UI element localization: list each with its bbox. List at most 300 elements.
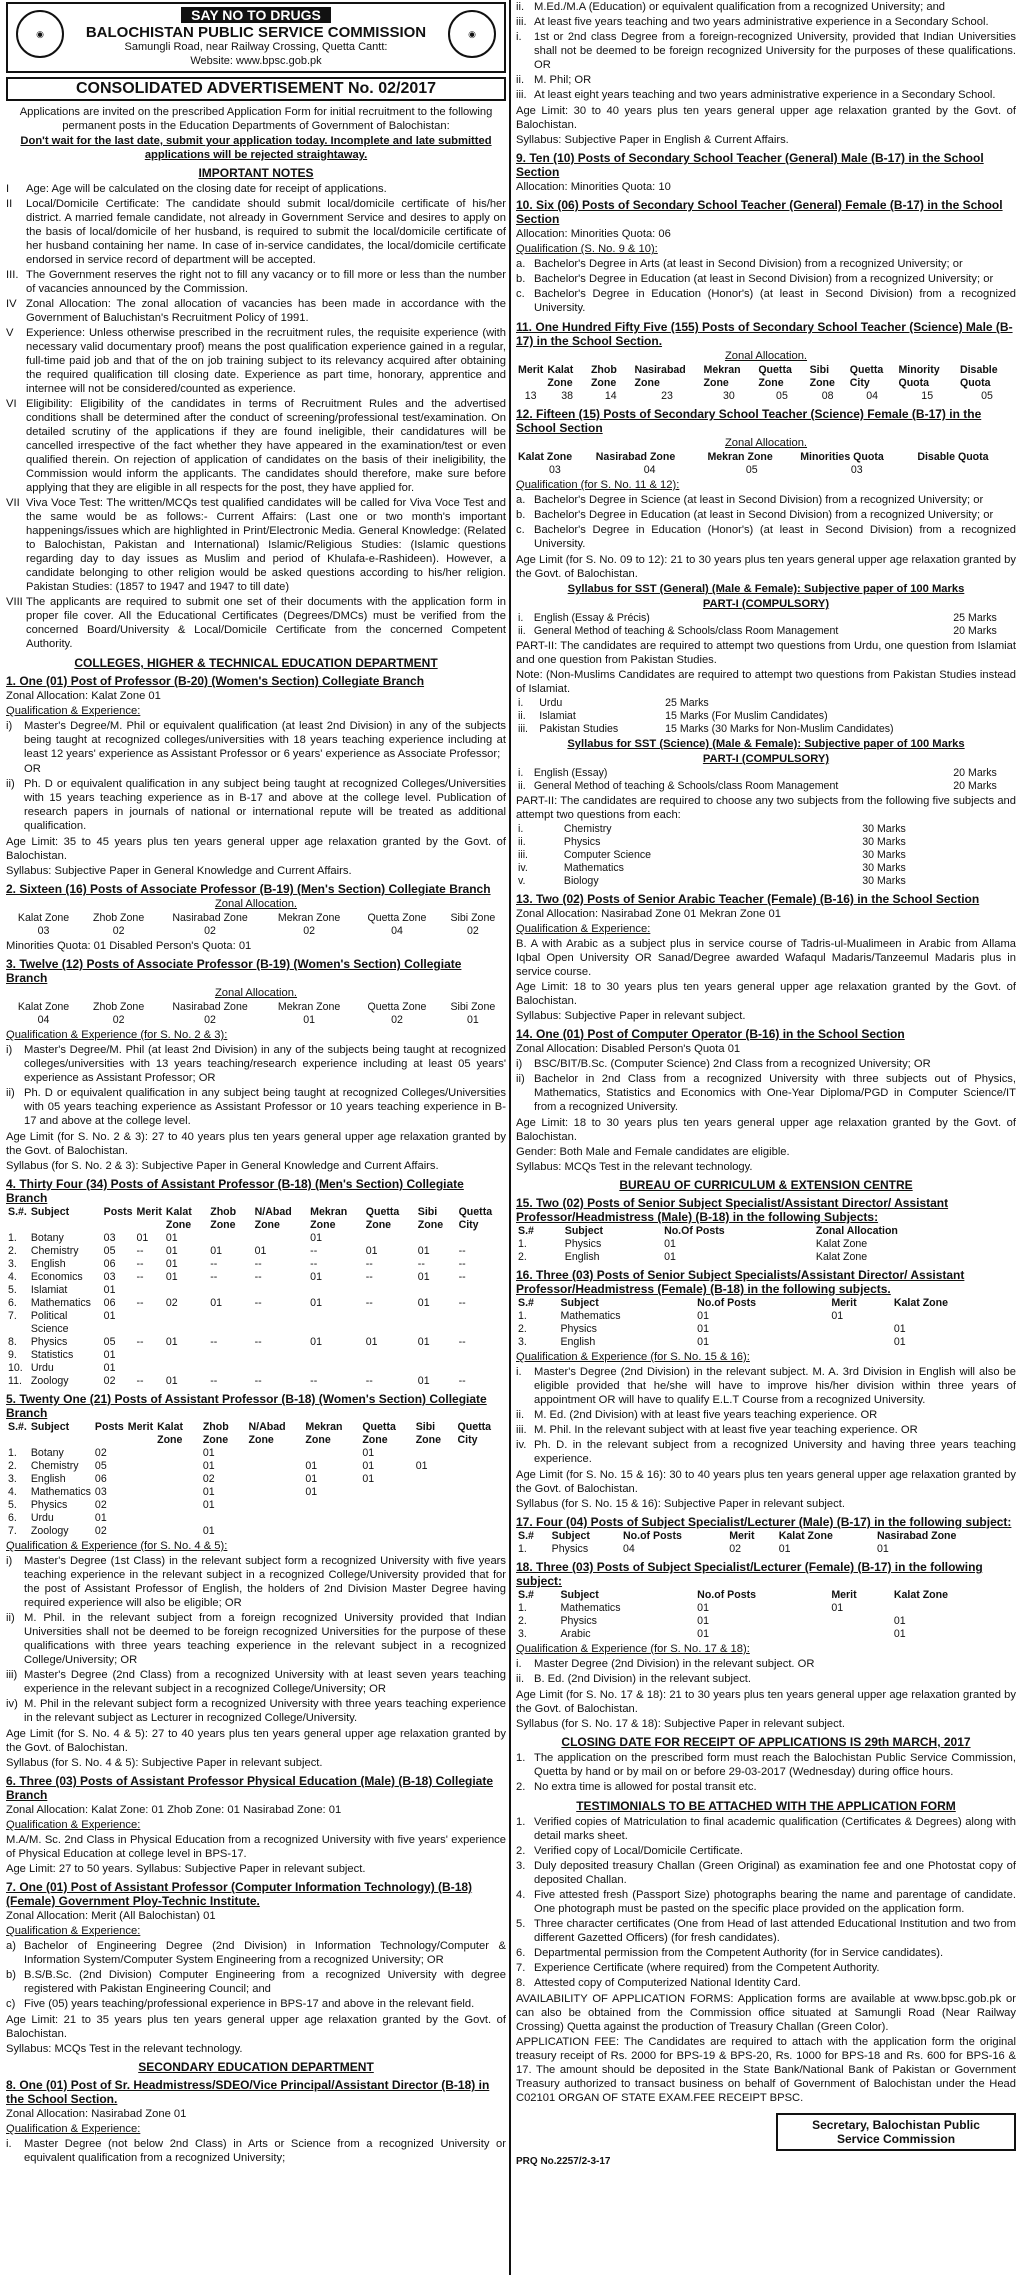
table-cell: 01 — [697, 1336, 709, 1348]
table-header-cell: Sibi Zone — [417, 1206, 444, 1231]
post-14-gender: Gender: Both Male and Female candidates are eligible. — [516, 1146, 790, 1158]
syllabus-num: i. — [518, 612, 524, 624]
post-15-title: 15. Two (02) Posts of Senior Subject Specialist/Assistant Director/ Assistant Professor/Headmistress (Male) (B-18) in the following Subjects: — [516, 1196, 949, 1224]
table-cell: 01 — [202, 1525, 215, 1537]
post-45-quals: i) Master's Degree (1st Class) in the relevant subject form a recognized University with five years teaching experience in the relevant subject in a recognized College/University provided that for the post of Assistant Professor of English, the holders of 2nd Division Master Degree having required experience will also be eligible; OR ii) M. Phil. in the relevant subject from a foreign recognized University provided that Indian Universities shall not be deemed to be foreign recognized Universities for the purpose of these qualifications with three years teaching experience in the relevant subject in a recognized College/University; OR iii) Master's Degree (2nd Class) from a recognized University with at least seven years teaching experience in the relevant subject in a recognized College/University; OR iv) M. Phil in the relevant subject form a recognized University with three years teaching experience in the relevant subject as Lecturer in recognized College/University. — [6, 1555, 506, 1724]
qual-item: At least eight years teaching and two years administrative experience in a Secondary School. — [534, 89, 996, 101]
post-1-title: 1. One (01) Post of Professor (B-20) (Women's Section) Collegiate Branch — [6, 674, 425, 688]
table-header-cell: Nasirabad Zone — [595, 451, 676, 463]
post-1718-age: Age Limit (for S. No. 17 & 18): 21 to 30 years plus ten years general upper age relaxation granted by the Govt. of Balochistan. — [516, 1689, 1016, 1715]
zone-value: 02 — [391, 1014, 403, 1026]
zone-value: 02 — [303, 925, 315, 937]
table-cell: 01 — [202, 1499, 215, 1511]
zonal-allocation-label: Zonal Allocation. — [724, 437, 808, 449]
testimonial-num: 2. — [516, 1845, 526, 1857]
table-cell: 01 — [165, 1245, 178, 1257]
testimonial-num: 4. — [516, 1889, 526, 1901]
table-cell — [208, 1284, 252, 1297]
table-cell: 02 — [94, 1447, 107, 1459]
table-cell: -- — [365, 1375, 373, 1387]
note-num: I — [6, 183, 10, 195]
table-cell: 01 — [362, 1447, 375, 1459]
table-header-cell: Merit — [831, 1589, 857, 1601]
post-23-syllabus: Syllabus (for S. No. 2 & 3): Subjective Paper in General Knowledge and Current Affairs. — [6, 1160, 439, 1172]
table-cell — [155, 1473, 201, 1486]
qual-item: Bachelor's Degree in Education (at least in Second Division) from a recognized University; or — [534, 273, 994, 285]
table-cell: -- — [136, 1245, 144, 1257]
table-cell: 01 — [365, 1245, 378, 1257]
table-cell — [135, 1349, 164, 1362]
table-cell: Physics — [551, 1543, 589, 1555]
table-header-cell: Posts — [103, 1206, 133, 1218]
table-cell — [155, 1525, 201, 1538]
post-912-age: Age Limit (for S. No. 09 to 12): 21 to 30 years plus ten years general upper age relaxation granted by the Govt. of Balochistan. — [516, 554, 1016, 580]
table-cell — [135, 1284, 164, 1297]
zone-value: 02 — [204, 1014, 216, 1026]
part-1-label: PART-I (COMPULSORY) — [702, 753, 830, 765]
post-2-title: 2. Sixteen (16) Posts of Associate Professor (B-19) (Men's Section) Collegiate Branch — [6, 882, 491, 896]
post-1516-quals: i. Master's Degree (2nd Division) in the relevant subject. M. A. 3rd Division in English will also be eligible provided that he/she will have to improve his/her division within three years of appointment OR will have to qualify E.L.T Course from a recognized University. ii. M. Ed. (2nd Division) with at least five years teaching experience. OR iii. M. Phil. In the relevant subject with at least five year teaching experience. OR iv. Ph. D. in the relevant subject from a recognized University and having three years teaching experience. — [516, 1366, 1016, 1465]
post-8-title: 8. One (01) Post of Sr. Headmistress/SDEO/Vice Principal/Assistant Director (B-18) in the School Section. — [6, 2078, 490, 2106]
zone-value: 02 — [112, 925, 125, 937]
zone-header: Mekran Zone — [277, 912, 341, 924]
qual-item: B. Ed. (2nd Division) in the relevant subject. — [534, 1673, 752, 1685]
post-10-alloc: Allocation: Minorities Quota: 06 — [516, 228, 671, 240]
zone-value: 05 — [981, 390, 993, 402]
syllabus-row — [516, 836, 1016, 849]
table-cell: 06 — [103, 1297, 116, 1309]
table-header-cell: Minorities Quota — [800, 451, 884, 463]
application-fee-text: APPLICATION FEE: The Candidates are required to attach with the application form the original treasury receipt of Rs. 2000 for BPS-19 & BPS-20, Rs. 1000 for BPS-18 and Rs. 600 for BPS-16 & 17. The amount should be deposited in the State Bank/National Bank of Pakistan or Government Treasury authorized to transact business on behalf of Government of Balochistan under the Head C02101 ORGAN OF STATE EXAM.FEE RECEIPT BPSC. — [516, 2036, 1016, 2104]
closing-item: The application on the prescribed form must reach the Balochistan Public Service Commission, Quetta by hand or by mail on or before 29-03-2017 (Wednesday) during office hours. — [534, 1752, 1016, 1778]
post-45-syllabus: Syllabus (for S. No. 4 & 5): Subjective Paper in relevant subject. — [6, 1757, 323, 1769]
table-cell — [247, 1460, 304, 1473]
table-cell: 01 — [103, 1310, 116, 1322]
table-header-cell: Subject — [30, 1421, 70, 1433]
table-cell: 1. — [8, 1232, 17, 1244]
table-cell — [414, 1447, 456, 1460]
syllabus-marks: 20 Marks — [953, 625, 997, 637]
table-cell: -- — [254, 1258, 262, 1270]
zone-value: 15 — [921, 390, 934, 402]
post-6-title: 6. Three (03) Posts of Assistant Professor Physical Education (Male) (B-18) Collegiate Branch — [6, 1774, 494, 1802]
table-cell — [416, 1284, 457, 1297]
ad-header — [6, 2, 506, 73]
post-910-quals: a. Bachelor's Degree in Arts (at least in Second Division) from a recognized University; or b. Bachelor's Degree in Education (at least in Second Division) from a recognized University; or c. Bachelor's Degree in Education (Honor's) (at least in Second Division) from a recognized University. — [516, 258, 1016, 314]
syllabus-marks: 25 Marks — [953, 612, 997, 624]
post-2-minorities: Minorities Quota: 01 Disabled Person's Quota: 01 — [6, 940, 252, 952]
table-cell: 01 — [136, 1232, 149, 1244]
post-1516-age: Age Limit (for S. No. 15 & 16): 30 to 40 years plus ten years general upper age relaxation granted by the Govt. of Balochistan. — [516, 1469, 1016, 1495]
table-cell: 01 — [310, 1271, 322, 1283]
zone-value — [915, 464, 1016, 477]
table-cell: 3. — [8, 1258, 17, 1270]
zone-value: 05 — [776, 390, 788, 402]
table-row — [6, 1232, 506, 1245]
zone-header: Sibi Zone — [450, 912, 496, 924]
testimonial-num: 7. — [516, 1962, 526, 1974]
signature-box — [776, 2113, 1016, 2151]
table-cell: 01 — [94, 1512, 107, 1524]
post-13-alloc: Zonal Allocation: Nasirabad Zone 01 Mekran Zone 01 — [516, 908, 781, 920]
syllabus-marks: 30 Marks — [862, 823, 906, 835]
table-cell — [416, 1310, 457, 1336]
table-cell — [414, 1473, 456, 1486]
table-cell — [303, 1525, 360, 1538]
left-column — [6, 0, 506, 2275]
table-cell — [126, 1460, 155, 1473]
post-1-age: Age Limit: 35 to 45 years plus ten years general upper age relaxation granted by the Govt. of Balochistan. — [6, 836, 506, 862]
table-row — [516, 1323, 1016, 1336]
table-cell: 01 — [103, 1349, 116, 1361]
table-cell: 3. — [518, 1628, 527, 1640]
table-cell: -- — [254, 1271, 262, 1283]
table-header-cell: S.# — [518, 1589, 534, 1601]
table-cell: 01 — [876, 1543, 889, 1555]
table-cell — [457, 1310, 506, 1336]
table-cell: 01 — [210, 1297, 223, 1309]
notes-title: IMPORTANT NOTES — [198, 166, 314, 180]
note-num: VII — [6, 497, 20, 509]
note-text: Eligibility: Eligibility of the candidates in terms of Recruitment Rules and the advertised conditions shall be determined after the conduct of screening/professional test/examination. On detailed scrutiny of the applications if they are found ineligible, their candidatures will be cancelled irrespective of the fact whether they have appeared in the examination/test or even qualified therein. On rejection of application of candidates on the basis of their ineligibility, the Commission would inform the applicants. The candidates should therefore, make sure before applying that they are eligible in all respects for the post, they have applied for. — [26, 398, 506, 494]
table-header-cell: Zhob Zone — [202, 1421, 229, 1446]
table-cell: 1. — [518, 1238, 527, 1250]
zone-header: Nasirabad Zone — [172, 1001, 248, 1013]
zone-value: 04 — [391, 925, 403, 937]
table-cell: 3. — [8, 1473, 17, 1485]
table-header-cell: Mekran Zone — [305, 1421, 343, 1446]
table-header-cell: Merit — [518, 364, 544, 376]
qual-exp-label: Qualification & Experience (for S. No. 4 & 5): — [6, 1540, 228, 1552]
table-cell: Urdu — [30, 1362, 54, 1374]
note-text: Age: Age will be calculated on the closing date for receipt of applications. — [26, 183, 387, 195]
table-cell: 01 — [664, 1238, 676, 1250]
table-row — [6, 1310, 506, 1336]
post-8-alloc: Zonal Allocation: Nasirabad Zone 01 — [6, 2108, 187, 2120]
table-cell: 02 — [94, 1525, 107, 1537]
table-cell: -- — [458, 1245, 466, 1257]
table-header-cell: No.of Posts — [623, 1530, 682, 1542]
qual-item: Ph. D. in the relevant subject from a recognized University and having three years teaching experience. — [534, 1439, 1016, 1465]
table-header-cell: S.# — [518, 1297, 534, 1309]
table-cell — [414, 1486, 456, 1499]
ad-title: CONSOLIDATED ADVERTISEMENT No. 02/2017 — [6, 77, 506, 101]
table-header-cell: Sibi Zone — [415, 1421, 441, 1446]
syllabus-num: ii. — [518, 780, 526, 792]
table-header-cell: Zhob Zone — [210, 1206, 237, 1231]
table-header-cell: Quetta Zone — [362, 1421, 396, 1446]
zone-header: Sibi Zone — [450, 1001, 496, 1013]
table-cell — [416, 1232, 457, 1245]
table-cell: 01 — [417, 1375, 430, 1387]
qual-item: Ph. D or equivalent qualification in any subject being taught at recognized Colleges/Universities with 05 years teaching experience as Assistant Professor or 10 years teaching experience in B-17 and above at the college level. — [24, 1087, 506, 1127]
post-5-title: 5. Twenty One (21) Posts of Assistant Professor (B-18) (Women's Section) Collegiate Branch — [6, 1392, 487, 1420]
prq-number: PRQ No.2257/2-3-17 — [516, 2156, 611, 2167]
table-cell: Arabic — [560, 1628, 591, 1640]
qual-item: Master Degree (2nd Division) in the relevant subject. OR — [534, 1658, 815, 1670]
testimonial-num: 1. — [516, 1816, 526, 1828]
post-11-title: 11. One Hundred Fifty Five (155) Posts of Secondary School Teacher (Science) Male (B-17) in the School Section. — [516, 320, 1013, 348]
table-cell — [126, 1486, 155, 1499]
closing-title: CLOSING DATE FOR RECEIPT OF APPLICATIONS IS 29th MARCH, 2017 — [561, 1735, 971, 1749]
syllabus-num: v. — [518, 875, 526, 887]
table-cell: 2. — [8, 1460, 17, 1472]
table-cell: Mathematics — [560, 1310, 621, 1322]
syllabus-marks: 15 Marks (30 Marks for Non-Muslim Candidates) — [665, 723, 894, 735]
table-cell — [247, 1525, 304, 1538]
table-cell: 01 — [697, 1602, 709, 1614]
table-cell — [155, 1447, 201, 1460]
table-cell — [360, 1486, 413, 1499]
syllabus-row — [516, 780, 1016, 793]
table-cell: 06 — [94, 1473, 107, 1485]
sst-general-syllabus: Syllabus for SST (General) (Male & Female): Subjective paper of 100 Marks — [567, 583, 965, 595]
table-cell: 02 — [103, 1375, 116, 1387]
syllabus-row — [516, 612, 1016, 625]
syllabus-row — [516, 849, 1016, 862]
table-cell — [414, 1512, 456, 1525]
post-2-zone-table — [6, 912, 506, 938]
table-cell: 01 — [305, 1486, 318, 1498]
zone-value: 02 — [204, 925, 216, 937]
note-text: The applicants are required to submit one set of their documents with the application form in proper file cover. All the Educational Certificates (Degrees/DMCs) must be verified from the concerned Board/University & Local/Domicile Certificate from the concerned Competent Authority. — [26, 596, 506, 650]
table-cell: 11. — [8, 1375, 22, 1387]
table-cell — [303, 1447, 360, 1460]
post-3-zone-table — [6, 1001, 506, 1027]
table-cell — [414, 1499, 456, 1512]
post-8-quals-b: ii. M.Ed./M.A (Education) or equivalent qualification from a recognized University; and iii. At least five years teaching and two years administrative experience in a Secondary School. i. 1st or 2nd class Degree from a foreign-recognized University, provided that Indian Universities shall not be deemed to be foreign recognized University for the purposes of these qualifications. OR ii. M. Phil; OR iii. At least eight years teaching and two years administrative experience in a Secondary School. — [516, 1, 1016, 101]
table-cell — [208, 1310, 252, 1336]
table-cell: 01 — [697, 1628, 709, 1640]
table-cell — [201, 1512, 247, 1525]
table-cell: 02 — [202, 1473, 215, 1485]
qual-item: Bachelor's Degree in Science (at least in Second Division) from a recognized University; or — [534, 494, 984, 506]
note-num: III. — [6, 269, 19, 281]
table-cell: 01 — [103, 1362, 116, 1374]
testimonials-title: TESTIMONIALS TO BE ATTACHED WITH THE APPLICATION FORM — [576, 1799, 956, 1813]
testimonial-item: Experience Certificate (where required) from the Competent Authority. — [534, 1962, 880, 1974]
qual-item: Master's Degree/M. Phil (at least 2nd Division) in any of the subjects being taught at recognized colleges/universities with 13 years teaching/research experience including at least 05 years' experience as Assistant Professor; OR — [24, 1044, 506, 1084]
table-header-cell: S.#. — [8, 1206, 27, 1218]
table-row — [6, 1362, 506, 1375]
testimonial-num: 6. — [516, 1947, 526, 1959]
column-divider — [509, 0, 511, 2275]
qual-item: M. Phil in the relevant subject form a recognized University with three years teaching experience in the relevant subject as Lecturer in recognized College/University. — [24, 1698, 506, 1724]
table-cell — [456, 1460, 506, 1473]
table-cell — [829, 1615, 892, 1628]
zone-value: 04 — [643, 464, 656, 476]
table-cell — [457, 1232, 506, 1245]
table-cell: 01 — [362, 1460, 375, 1472]
syllabus-subject: English (Essay & Précis) — [533, 612, 650, 624]
post-12-title: 12. Fifteen (15) Posts of Secondary School Teacher (Science) Female (B-17) in the School Section — [516, 407, 982, 435]
table-cell: 6. — [8, 1297, 17, 1309]
table-row — [6, 1297, 506, 1310]
post-13-qual: B. A with Arabic as a subject plus in service course of Tadris-ul-Mualimeen in Arabic from Allama Iqbal Open University OR Sanad/Degree awarded Wafaqul Madaris/Tanzeemul Madaris plus in service course. — [516, 938, 1016, 978]
qual-exp-label: Qualification & Experience: — [6, 705, 141, 717]
testimonial-num: 5. — [516, 1918, 526, 1930]
note-num: II — [6, 198, 13, 210]
table-header-cell: Nasirabad Zone — [634, 364, 686, 389]
table-cell: Physics — [560, 1615, 597, 1627]
table-cell — [360, 1499, 413, 1512]
table-cell — [892, 1602, 1016, 1615]
post-7-title: 7. One (01) Post of Assistant Professor (Computer Information Technology) (B-18) (Female) Government Ploy-Technic Institute. — [6, 1880, 473, 1908]
table-cell — [126, 1473, 155, 1486]
post-17-title: 17. Four (04) Posts of Subject Specialist/Lecturer (Male) (B-17) in the following subject: — [516, 1515, 1012, 1529]
syllabus-subject: English (Essay) — [533, 767, 608, 779]
org-address: Samungli Road, near Railway Crossing, Quetta Cantt: — [124, 41, 388, 53]
sst-science-part2-items — [516, 823, 1016, 888]
syllabus-num: iv. — [518, 862, 528, 874]
post-6-qual: M.A/M. Sc. 2nd Class in Physical Education from a recognized University with five years' experience of Physical Education at college level in BPS-17. — [6, 1834, 506, 1860]
table-header-cell: Kalat Zone — [893, 1297, 949, 1309]
table-cell: 04 — [623, 1543, 635, 1555]
qual-label: Qualification (for S. No. 11 & 12): — [516, 479, 680, 491]
table-cell — [457, 1349, 506, 1362]
table-cell — [208, 1362, 252, 1375]
table-cell: 01 — [202, 1486, 215, 1498]
table-cell — [164, 1284, 208, 1297]
table-cell: Statistics — [30, 1349, 74, 1361]
table-cell: English — [560, 1336, 596, 1348]
table-header-cell: Subject — [30, 1206, 70, 1218]
sst-general-part2-items — [516, 697, 1016, 736]
table-cell: 01 — [305, 1460, 318, 1472]
table-cell — [829, 1336, 892, 1349]
post-13-title: 13. Two (02) Posts of Senior Arabic Teacher (Female) (B-16) in the School Section — [516, 892, 980, 906]
closing-item: No extra time is allowed for postal transit etc. — [534, 1781, 757, 1793]
table-cell: English — [30, 1473, 66, 1485]
table-cell: 01 — [362, 1473, 375, 1485]
syllabus-num: i. — [518, 767, 524, 779]
table-cell: -- — [458, 1258, 466, 1270]
note-num: VI — [6, 398, 17, 410]
sst-science-part1 — [516, 767, 1016, 793]
table-cell: 02 — [165, 1297, 178, 1309]
qual-item: M. Phil. in the relevant subject from a foreign recognized University provided that Indian Universities shall not be deemed to be foreign recognized Universities for the purpose of these qualifications with three years teaching experience in the relevant subject in a recognized College/University; OR — [24, 1612, 506, 1666]
table-cell — [364, 1349, 416, 1362]
zone-header: Mekran Zone — [277, 1001, 341, 1013]
qual-item: Bachelor of Engineering Degree (2nd Division) in Information Technology/Computer & Information System/Computer System Engineering from a recognized University; OR — [24, 1940, 506, 1966]
sst-science-part2: PART-II: The candidates are required to choose any two subjects from the following five subjects and attempt two questions from each: — [516, 795, 1016, 821]
table-header-cell: Kalat Zone — [518, 451, 573, 463]
table-cell: -- — [254, 1297, 262, 1309]
table-cell: 7. — [8, 1525, 17, 1537]
table-cell: 2. — [8, 1245, 17, 1257]
post-8-quals-a: i. Master Degree (not below 2nd Class) in Arts or Science from a recognized University or equivalent qualification from a recognized University; — [6, 2138, 506, 2164]
post-16-title: 16. Three (03) Posts of Senior Subject Specialists/Assistant Director/ Assistant Professor/Headmistress (Female) (B-18) in the following subjects. — [516, 1268, 965, 1296]
table-cell: 02 — [729, 1543, 741, 1555]
post-14-syllabus: Syllabus: MCQs Test in the relevant technology. — [516, 1161, 753, 1173]
post-14-title: 14. One (01) Post of Computer Operator (B-16) in the School Section — [516, 1027, 905, 1041]
post-8-age: Age Limit: 30 to 40 years plus ten years general upper age relaxation granted by the Govt. of Balochistan. — [516, 105, 1016, 131]
post-8-syllabus: Syllabus: Subjective Paper in English & Current Affairs. — [516, 134, 789, 146]
table-cell — [456, 1447, 506, 1460]
colleges-dept-title: COLLEGES, HIGHER & TECHNICAL EDUCATION DEPARTMENT — [74, 656, 438, 670]
post-4-title: 4. Thirty Four (34) Posts of Assistant Professor (B-18) (Men's Section) Collegiate Branch — [6, 1177, 464, 1205]
table-row — [516, 1251, 1016, 1264]
testimonial-num: 3. — [516, 1860, 526, 1872]
table-row — [6, 1375, 506, 1388]
syllabus-marks: 25 Marks — [665, 697, 709, 709]
syllabus-subject: Pakistan Studies — [539, 723, 619, 735]
table-header-cell: S.# — [518, 1225, 534, 1237]
post-5-table — [6, 1421, 506, 1538]
post-9-title: 9. Ten (10) Posts of Secondary School Teacher (General) Male (B-17) in the School Section — [516, 151, 984, 179]
table-row — [516, 1543, 1016, 1556]
table-cell — [135, 1362, 164, 1375]
table-cell — [364, 1310, 416, 1336]
post-6-alloc: Zonal Allocation: Kalat Zone: 01 Zhob Zone: 01 Nasirabad Zone: 01 — [6, 1804, 342, 1816]
table-header-cell: Quetta City — [457, 1421, 492, 1446]
table-header-cell: Merit — [729, 1530, 755, 1542]
table-header-cell: Minority Quota — [898, 364, 940, 389]
syllabus-num: iii. — [518, 849, 529, 861]
table-header-cell: Subject — [560, 1589, 599, 1601]
table-cell — [360, 1512, 413, 1525]
syllabus-marks: 30 Marks — [862, 862, 906, 874]
table-cell: 01 — [310, 1297, 322, 1309]
table-cell: 1. — [8, 1447, 17, 1459]
table-cell: 01 — [310, 1232, 322, 1244]
table-cell: 01 — [697, 1323, 709, 1335]
table-header-cell: Quetta City — [849, 364, 884, 389]
table-cell: 01 — [893, 1615, 906, 1627]
post-10-title: 10. Six (06) Posts of Secondary School Teacher (General) Female (B-17) in the School Section — [516, 198, 1003, 226]
table-cell: 01 — [778, 1543, 791, 1555]
syllabus-row — [516, 697, 1016, 710]
zone-value: 14 — [604, 390, 617, 402]
zone-value: 04 — [37, 1014, 50, 1026]
table-cell: Physics — [560, 1323, 597, 1335]
table-cell — [829, 1628, 892, 1641]
table-cell — [164, 1362, 208, 1375]
table-cell — [253, 1232, 309, 1245]
table-row — [6, 1460, 506, 1473]
post-23-age: Age Limit (for S. No. 2 & 3): 27 to 40 years plus ten years general upper age relaxation granted by the Govt. of Balochistan. — [6, 1131, 506, 1157]
syllabus-subject: General Method of teaching & Schools/class Room Management — [533, 625, 839, 637]
post-1112-quals: a. Bachelor's Degree in Science (at least in Second Division) from a recognized University; or b. Bachelor's Degree in Education (at least in Second Division) from a recognized University; or c. Bachelor's Degree in Education (Honor's) (at least in Second Division) from a recognized University. — [516, 494, 1016, 550]
qual-exp-label: Qualification & Experience (for S. No. 2 & 3): — [6, 1029, 228, 1041]
post-4-table — [6, 1206, 506, 1388]
table-cell: English — [564, 1251, 600, 1263]
syllabus-row — [516, 625, 1016, 638]
syllabus-subject: Chemistry — [563, 823, 612, 835]
table-cell: -- — [136, 1258, 144, 1270]
table-cell — [247, 1486, 304, 1499]
syllabus-subject: Mathematics — [563, 862, 624, 874]
zone-header: Zhob Zone — [92, 912, 145, 924]
zonal-allocation-label: Zonal Allocation. — [214, 987, 298, 999]
intro-text: Applications are invited on the prescribed Application Form for initial recruitment to the following permanent posts in the Education Departments of Government of Balochistan: — [19, 106, 493, 132]
note-text: Local/Domicile Certificate: The candidate should submit local/domicile certificate of his/her district. A married female candidate, not already in Government Service and desires to apply on the basis of local/domicile of her husband, is required to submit the local/domicile certificate of her husband containing her name. In case of in-service candidates, the local/domicile certificate endorsed in service record of department will be accepted. — [26, 198, 506, 266]
qual-exp-label: Qualification & Experience: — [6, 1819, 141, 1831]
table-cell — [456, 1525, 506, 1538]
part-1-label: PART-I (COMPULSORY) — [702, 598, 830, 610]
table-cell: 01 — [417, 1336, 430, 1348]
closing-items: 1. The application on the prescribed form must reach the Balochistan Public Service Commission, Quetta by hand or by mail on or before 29-03-2017 (Wednesday) during office hours. 2. No extra time is allowed for postal transit etc. — [516, 1752, 1016, 1793]
table-header-cell: Zhob Zone — [590, 364, 617, 389]
table-cell: 01 — [165, 1336, 178, 1348]
table-cell: -- — [310, 1375, 318, 1387]
qual-item: Bachelor's Degree in Education (Honor's) (at least in Second Division) from a recognized University. — [534, 288, 1016, 314]
bpsc-logo-right: ◉ — [448, 10, 496, 58]
syllabus-subject: General Method of teaching & Schools/class Room Management — [533, 780, 839, 792]
table-cell — [364, 1284, 416, 1297]
table-header-cell: No.Of Posts — [664, 1225, 725, 1237]
table-cell — [303, 1512, 360, 1525]
